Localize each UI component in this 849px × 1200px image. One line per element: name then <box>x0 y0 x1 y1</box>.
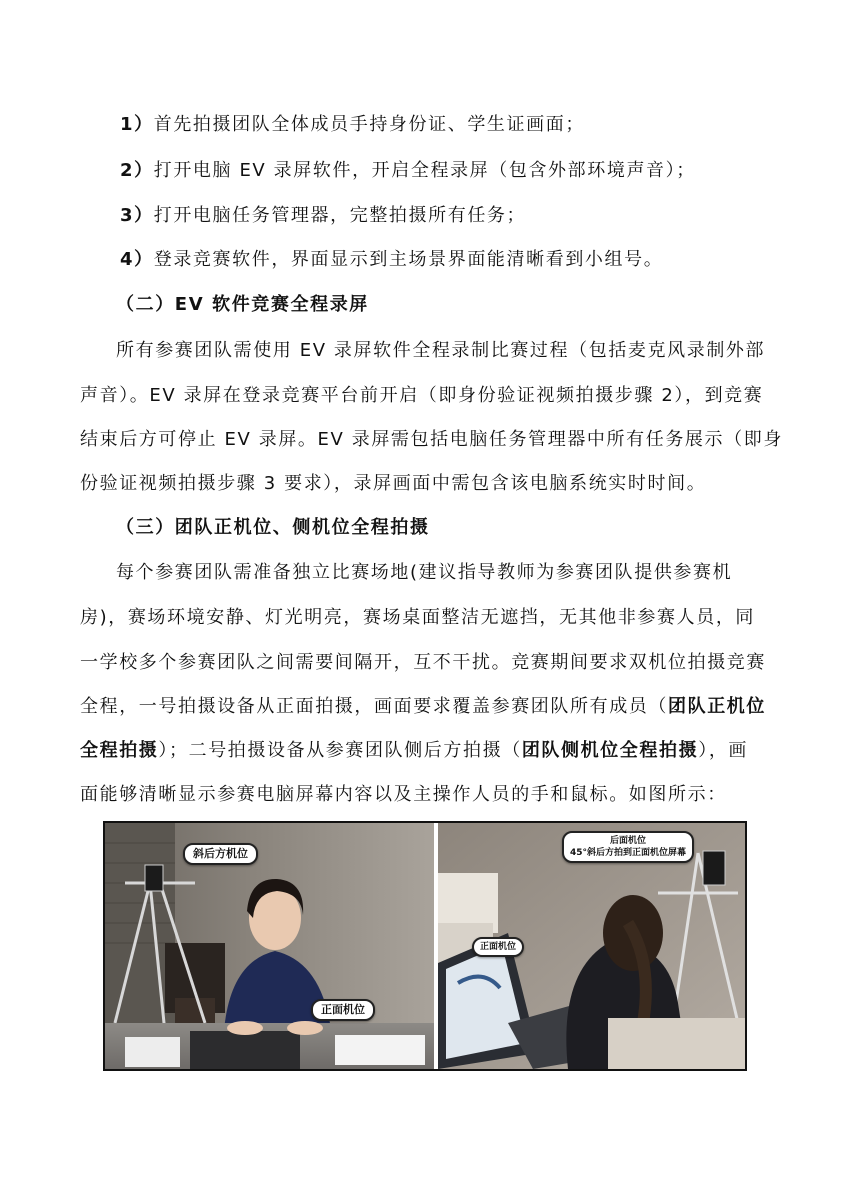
rear-camera-callout <box>562 831 694 863</box>
section-3-heading: （三）团队正机位、侧机位全程拍摄 <box>116 517 430 538</box>
text-run: ）；二号拍摄设备从参赛团队侧后方拍摄（ <box>158 740 522 761</box>
front-camera-callout: 正面机位 <box>472 937 524 957</box>
paragraph-line: 面能够清晰显示参赛电脑屏幕内容以及主操作人员的手和鼠标。如图所示： <box>80 784 727 805</box>
rear-camera-callout: 斜后方机位 <box>183 843 258 865</box>
bold-run: 团队正机位 <box>668 696 766 717</box>
step-number: 1） <box>120 114 154 135</box>
paragraph-line: 一学校多个参赛团队之间需要间隔开，互不干扰。竞赛期间要求双机位拍摄竞赛 <box>80 652 766 673</box>
paragraph-line: 声音）。EV 录屏在登录竞赛平台前开启（即身份验证视频拍摄步骤 2），到竞赛 <box>80 385 764 406</box>
section-2-heading: （二）EV 软件竞赛全程录屏 <box>116 294 369 315</box>
step-text: 打开电脑任务管理器，完整拍摄所有任务； <box>153 205 527 226</box>
camera-setup-figure <box>103 821 747 1071</box>
side-view-photo <box>438 823 745 1069</box>
bold-run: 全程拍摄 <box>80 740 159 761</box>
paragraph-line: 每个参赛团队需准备独立比赛场地(建议指导教师为参赛团队提供参赛机 <box>116 562 733 583</box>
step-4 <box>120 245 812 275</box>
text-run: 全程，一号拍摄设备从正面拍摄，画面要求覆盖参赛团队所有成员（ <box>80 696 668 717</box>
front-view-illustration <box>105 823 434 1069</box>
paragraph-line: 房)，赛场环境安静、灯光明亮，赛场桌面整洁无遮挡，无其他非参赛人员，同 <box>80 607 756 628</box>
step-text: 打开电脑 EV 录屏软件，开启全程录屏（包含外部环境声音）； <box>153 160 696 181</box>
step-2 <box>120 156 812 186</box>
callout-line: 后面机位 <box>610 836 647 846</box>
paragraph-line <box>80 692 772 722</box>
paragraph-line <box>80 736 772 766</box>
callout-line: 45°斜后方拍到正面机位屏幕 <box>570 848 687 858</box>
step-number: 4） <box>120 249 154 270</box>
step-1 <box>120 110 812 140</box>
front-camera-callout: 正面机位 <box>311 999 375 1021</box>
step-3 <box>120 201 812 231</box>
step-text: 首先拍摄团队全体成员手持身份证、学生证画面； <box>153 114 585 135</box>
paragraph-line: 结束后方可停止 EV 录屏。EV 录屏需包括电脑任务管理器中所有任务展示（即身 <box>80 429 783 450</box>
paragraph-line: 所有参赛团队需使用 EV 录屏软件全程录制比赛过程（包括麦克风录制外部 <box>116 340 766 361</box>
step-number: 3） <box>120 205 154 226</box>
text-run: ），画 <box>698 740 749 761</box>
step-number: 2） <box>120 160 154 181</box>
step-text: 登录竞赛软件，界面显示到主场景界面能清晰看到小组号。 <box>153 249 664 270</box>
bold-run: 团队侧机位全程拍摄 <box>521 740 699 761</box>
front-view-photo <box>105 823 434 1069</box>
paragraph-line: 份验证视频拍摄步骤 3 要求），录屏画面中需包含该电脑系统实时时间。 <box>80 473 707 494</box>
